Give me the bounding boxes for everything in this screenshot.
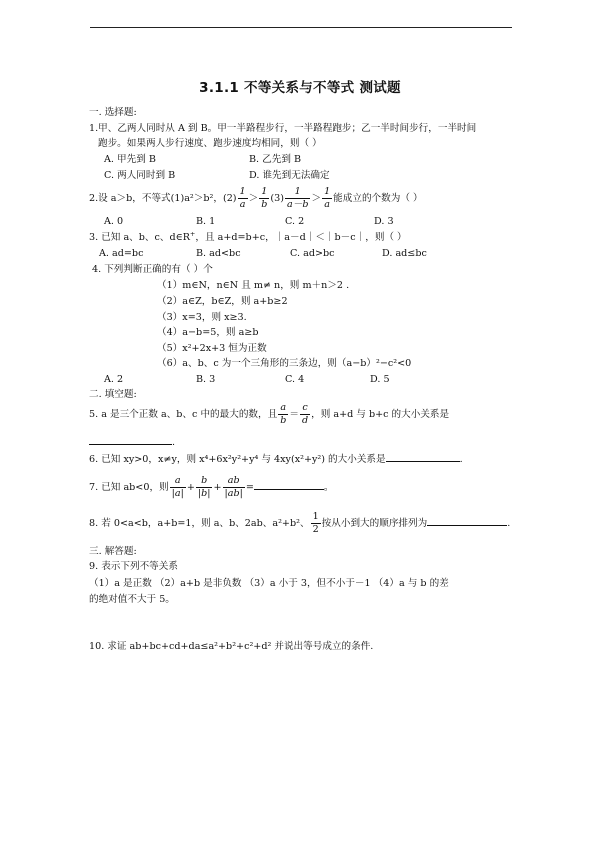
- q7-f3-num: ab: [223, 475, 245, 488]
- q2-f2-den: b: [261, 199, 268, 210]
- q5-fraction-2: [300, 402, 310, 427]
- q7-pre: 7. 已知 ab<0，则: [89, 482, 169, 493]
- q3-stem-sup: +: [189, 230, 196, 238]
- q2-fraction-4: [322, 186, 332, 211]
- q4-option-a: A. 2: [104, 374, 124, 385]
- section-fill-heading: 二. 填空题:: [89, 389, 137, 400]
- section-choice-heading: 一. 选择题:: [89, 107, 137, 118]
- q2-gt1: ＞: [248, 193, 259, 204]
- q1-option-c: C. 两人同时到 B: [104, 170, 176, 181]
- q5-f2-den: d: [301, 415, 309, 426]
- q1-option-a: A. 甲先到 B: [104, 154, 156, 165]
- q5-f1-den: b: [280, 415, 287, 426]
- q2-gt2: ＞: [311, 193, 322, 204]
- q5-stem: [89, 402, 449, 427]
- q8-stem: [89, 511, 510, 536]
- q7-fraction-2: [196, 475, 213, 500]
- q1-stem-line2: 跑步。如果两人步行速度、跑步速度均相同，则（ ）: [98, 138, 322, 149]
- q7-f1-num: a: [170, 475, 186, 488]
- q6-end: .: [459, 454, 463, 465]
- q3-option-c: C. ad>bc: [290, 248, 335, 259]
- q7-fraction-1: [170, 475, 186, 500]
- q7-f2-den: |b|: [197, 488, 211, 499]
- q5-f2-num: c: [300, 402, 310, 415]
- q9-line1: （1）a 是正数 （2）a+b 是非负数 （3）a 小于 3，但不小于－1 （4）a 与 b 的差: [89, 578, 449, 589]
- q9-line2: 的绝对值不大于 5。: [89, 594, 175, 605]
- q2-f4-num: 1: [324, 186, 331, 197]
- q3-option-b: B. ad<bc: [196, 248, 241, 259]
- q2-fraction-3: [285, 186, 310, 211]
- q2-option-b: B. 1: [196, 216, 216, 227]
- q2-prefix: 2.设 a＞b，不等式(1)a²＞b²，(2): [89, 193, 237, 204]
- q3-option-a: A. ad=bc: [99, 248, 144, 259]
- q2-f1-num: 1: [239, 186, 246, 197]
- q4-item-6: （6）a、b、c 为一个三角形的三条边，则（a−b）²−c²<0: [157, 358, 412, 369]
- section-answer-heading: 三. 解答题:: [89, 546, 137, 557]
- q4-option-d: D. 5: [370, 374, 390, 385]
- q7-eq: =: [245, 482, 254, 493]
- q7-plus1: +: [186, 482, 195, 493]
- q2-option-d: D. 3: [374, 216, 394, 227]
- q1-option-d: D. 谁先到无法确定: [249, 170, 330, 181]
- q2-f2-num: 1: [259, 186, 269, 199]
- q5-post: ，则 a+d 与 b+c 的大小关系是: [311, 409, 450, 420]
- q1-option-b: B. 乙先到 B: [249, 154, 302, 165]
- q2-f3-den: a－b: [287, 199, 309, 210]
- q7-f1-den: |a|: [171, 488, 184, 499]
- q8-fraction: [311, 511, 321, 536]
- q2-fraction-2: [259, 186, 269, 211]
- q3-stem-b: ，且 a+d=b+c，｜a－d｜＜｜b－c｜，则（ ）: [195, 232, 407, 243]
- q8-f-den: 2: [312, 524, 319, 535]
- q4-option-b: B. 3: [196, 374, 216, 385]
- q3-stem-a: 3. 已知 a、b、c、d∈R: [89, 232, 190, 243]
- q3-stem: [89, 232, 407, 244]
- q7-stem: [89, 475, 334, 500]
- q2-suffix: 能成立的个数为（ ）: [333, 193, 423, 204]
- q4-item-2: （2）a∈Z，b∈Z，则 a+b≥2: [157, 296, 288, 307]
- q8-end: .: [507, 518, 511, 529]
- q2-mid: (3): [270, 193, 284, 204]
- q4-stem: 4. 下列判断正确的有（ ）个: [92, 264, 213, 275]
- q7-end: 。: [323, 482, 334, 493]
- q5-end: .: [172, 437, 176, 448]
- q10-stem: 10. 求证 ab+bc+cd+da≤a²+b²+c²+d² 并说出等号成立的条件.: [89, 641, 374, 652]
- q4-item-4: （4）a−b=5，则 a≥b: [157, 327, 259, 338]
- page-title: 3.1.1 不等关系与不等式 测试题: [199, 80, 401, 96]
- q2-option-c: C. 2: [285, 216, 305, 227]
- q2-f4-den: a: [324, 199, 330, 210]
- q5-eq: ＝: [289, 409, 299, 420]
- q5-f1-num: a: [278, 402, 288, 415]
- q2-f3-num: 1: [285, 186, 310, 199]
- q6-text: 6. 已知 xy>0，x≠y，则 x⁴+6x²y²+y⁴ 与 4xy(x²+y²) 的大小关系是: [89, 454, 386, 465]
- q2-option-a: A. 0: [104, 216, 124, 227]
- q7-f3-den: |ab|: [224, 488, 243, 499]
- q7-f2-num: b: [196, 475, 213, 488]
- q5-answer-blank[interactable]: [89, 435, 172, 445]
- q2-stem: [89, 186, 423, 211]
- q8-answer-blank[interactable]: [427, 516, 507, 526]
- q7-answer-blank[interactable]: [254, 480, 324, 490]
- q8-pre: 8. 若 0<a<b，a+b=1，则 a、b、2ab、a²+b²、: [89, 518, 310, 529]
- q2-fraction-1: [238, 186, 248, 211]
- q7-plus2: +: [213, 482, 222, 493]
- q7-fraction-3: [223, 475, 245, 500]
- q5-answer-line: [89, 435, 175, 449]
- q5-pre: 5. a 是三个正数 a、b、c 中的最大的数，且: [89, 409, 278, 420]
- q2-f1-den: a: [239, 199, 246, 210]
- q4-item-1: （1）m∈N，n∈N 且 m≠ n，则 m＋n＞2 .: [157, 280, 350, 291]
- q4-option-c: C. 4: [285, 374, 305, 385]
- q9-stem: 9. 表示下列不等关系: [89, 561, 178, 572]
- q4-item-3: （3）x=3，则 x≥3.: [157, 312, 247, 323]
- q5-fraction-1: [278, 402, 288, 427]
- top-rule: [90, 27, 512, 28]
- q6-stem: [89, 452, 463, 466]
- q8-f-num: 1: [312, 511, 319, 522]
- q8-post: 按从小到大的顺序排列为: [321, 518, 428, 529]
- q4-item-5: （5）x²+2x+3 恒为正数: [157, 343, 267, 354]
- q3-option-d: D. ad≤bc: [382, 248, 427, 259]
- q1-stem-line1: 1.甲、乙两人同时从 A 到 B。甲一半路程步行，一半路程跑步；乙一半时间步行，一半时间: [89, 123, 477, 134]
- q6-answer-blank[interactable]: [386, 452, 460, 462]
